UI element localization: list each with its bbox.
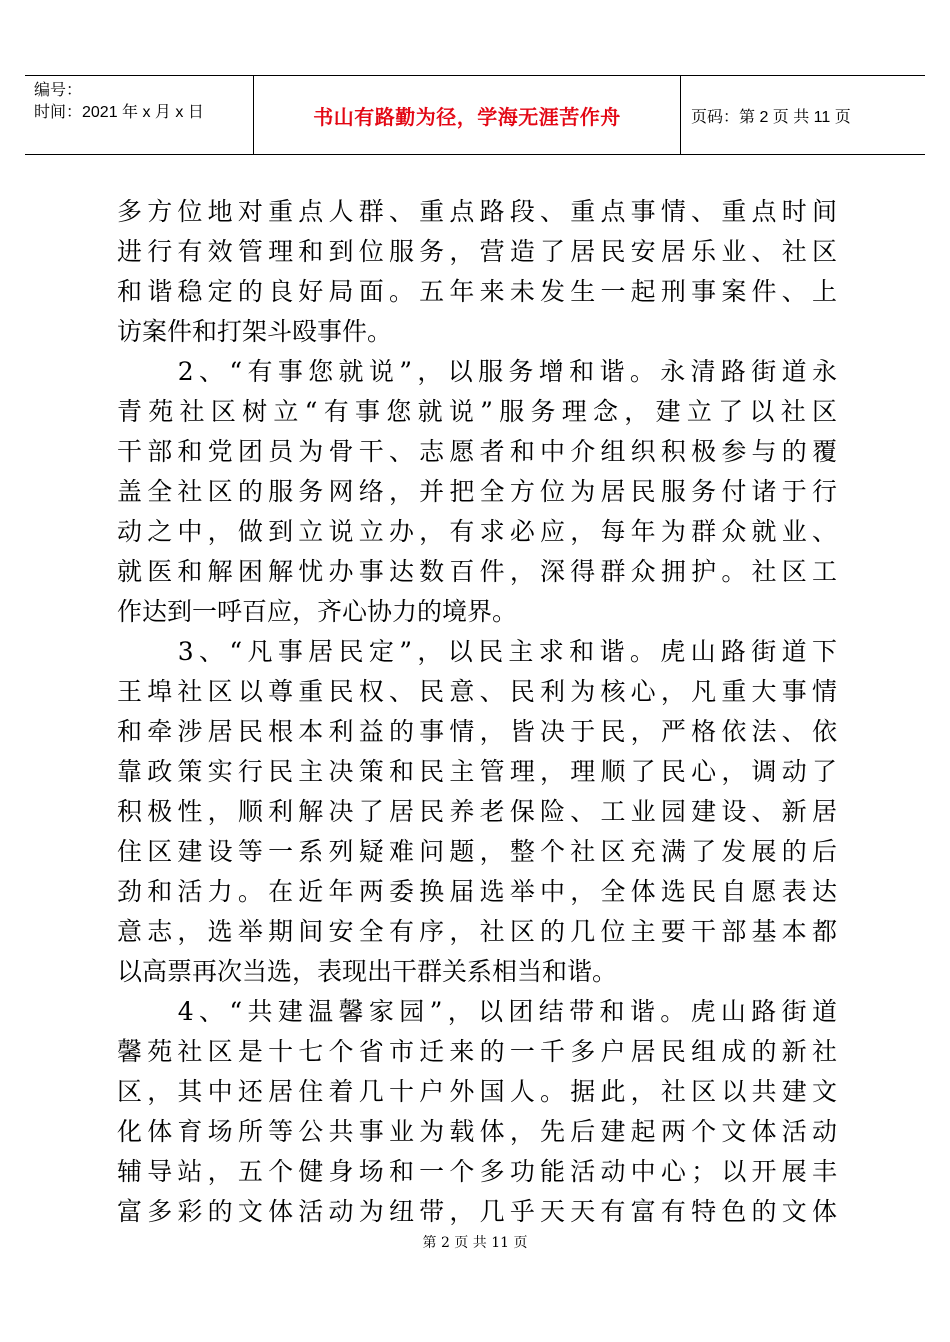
body-line: 就医和解困解忧办事达数百件，深得群众拥护。社区工 bbox=[117, 557, 837, 586]
body-line: 劲和活力。在近年两委换届选举中，全体选民自愿表达 bbox=[117, 877, 837, 906]
body-line: 3、“凡事居民定”，以民主求和谐。虎山路街道下 bbox=[117, 637, 837, 666]
body-line: 以高票再次当选，表现出干群关系相当和谐。 bbox=[117, 957, 618, 986]
body-line: 住区建设等一系列疑难问题，整个社区充满了发展的后 bbox=[117, 837, 837, 866]
body-line: 4、“共建温馨家园”，以团结带和谐。虎山路街道 bbox=[117, 997, 837, 1026]
body-line: 作达到一呼百应，齐心协力的境界。 bbox=[117, 597, 518, 626]
document-date-label: 时间：2021 年 x 月 x 日 bbox=[34, 104, 204, 121]
header-page-code-cell bbox=[681, 76, 925, 154]
body-line: 积极性，顺利解决了居民养老保险、工业园建设、新居 bbox=[117, 797, 837, 826]
page-footer: 第 2 页 共 11 页 bbox=[422, 1235, 528, 1251]
body-line: 富多彩的文体活动为纽带，几乎天天有富有特色的文体 bbox=[117, 1197, 837, 1226]
document-body bbox=[117, 192, 837, 1232]
body-line: 盖全社区的服务网络，并把全方位为居民服务付诸于行 bbox=[117, 477, 837, 506]
page-header bbox=[25, 75, 925, 155]
body-line: 馨苑社区是十七个省市迁来的一千多户居民组成的新社 bbox=[117, 1037, 837, 1066]
body-line: 青苑社区树立“有事您就说”服务理念，建立了以社区 bbox=[117, 397, 837, 426]
body-line: 辅导站，五个健身场和一个多功能活动中心；以开展丰 bbox=[117, 1157, 837, 1186]
body-line: 王埠社区以尊重民权、民意、民利为核心，凡重大事情 bbox=[117, 677, 837, 706]
header-motto: 书山有路勤为径，学海无涯苦作舟 bbox=[313, 104, 621, 129]
document-number-label: 编号： bbox=[34, 82, 83, 99]
body-line: 意志，选举期间安全有序，社区的几位主要干部基本都 bbox=[117, 917, 837, 946]
body-line: 靠政策实行民主决策和民主管理，理顺了民心，调动了 bbox=[117, 757, 837, 786]
body-line: 化体育场所等公共事业为载体，先后建起两个文体活动 bbox=[117, 1117, 837, 1146]
body-line: 区，其中还居住着几十户外国人。据此，社区以共建文 bbox=[117, 1077, 837, 1106]
body-line: 2、“有事您就说”，以服务增和谐。永清路街道永 bbox=[117, 357, 837, 386]
body-line: 多方位地对重点人群、重点路段、重点事情、重点时间 bbox=[117, 197, 837, 226]
header-meta bbox=[25, 76, 254, 154]
header-page-code: 页码：第 2 页 共 11 页 bbox=[691, 108, 851, 126]
body-line: 动之中，做到立说立办，有求必应，每年为群众就业、 bbox=[117, 517, 837, 546]
body-line: 进行有效管理和到位服务，营造了居民安居乐业、社区 bbox=[117, 237, 837, 266]
header-motto-cell bbox=[254, 76, 681, 154]
body-line: 和牵涉居民根本利益的事情，皆决于民，严格依法、依 bbox=[117, 717, 837, 746]
body-line: 干部和党团员为骨干、志愿者和中介组织积极参与的覆 bbox=[117, 437, 837, 466]
body-line: 访案件和打架斗殴事件。 bbox=[117, 317, 393, 346]
body-line: 和谐稳定的良好局面。五年来未发生一起刑事案件、上 bbox=[117, 277, 837, 306]
